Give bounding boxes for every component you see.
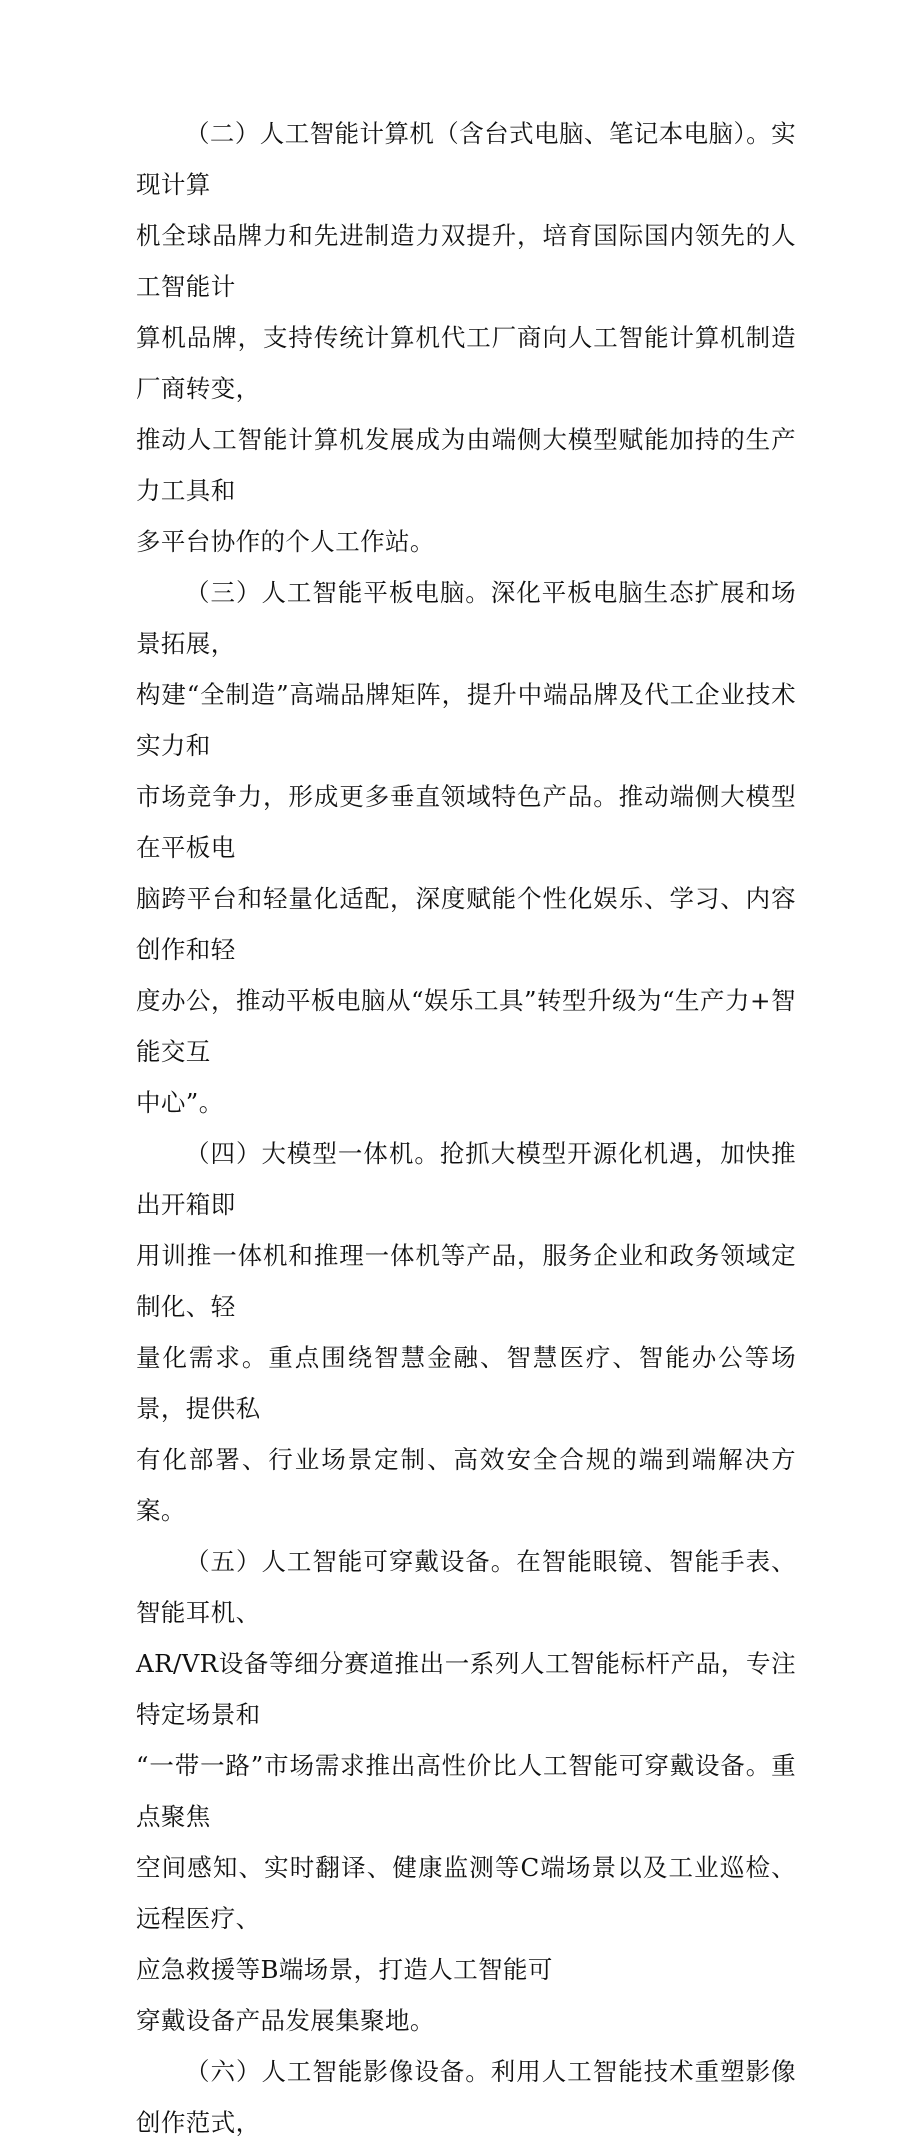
body-text <box>136 108 796 2148</box>
text-line: 穿戴设备产品发展集聚地。 <box>136 2006 435 2035</box>
text-line: 机全球品牌力和先进制造力双提升，培育国际国内领先的人工智能计 <box>136 221 796 301</box>
text-line: 市场竞争力，形成更多垂直领域特色产品。推动端侧大模型在平板电 <box>136 782 796 862</box>
text-line: 脑跨平台和轻量化适配，深度赋能个性化娱乐、学习、内容创作和轻 <box>136 884 796 964</box>
paragraph-ai-computer <box>136 108 796 567</box>
text-line: “一带一路”市场需求推出高性价比人工智能可穿戴设备。重点聚焦 <box>136 1751 796 1831</box>
text-line: 构建“全制造”高端品牌矩阵，提升中端品牌及代工企业技术实力和 <box>136 680 796 760</box>
text-line: （六）人工智能影像设备。利用人工智能技术重塑影像创作范式， <box>136 2057 796 2137</box>
text-line: 用训推一体机和推理一体机等产品，服务企业和政务领域定制化、轻 <box>136 1241 796 1321</box>
paragraph-ai-wearables <box>136 1536 796 2046</box>
text-line: 算机品牌，支持传统计算机代工厂商向人工智能计算机制造厂商转变， <box>136 323 796 403</box>
text-line: （五）人工智能可穿戴设备。在智能眼镜、智能手表、智能耳机、 <box>136 1547 796 1627</box>
text-line: 空间感知、实时翻译、健康监测等C端场景以及工业巡检、远程医疗、 <box>136 1853 796 1933</box>
paragraph-llm-all-in-one <box>136 1128 796 1536</box>
text-line: 应急救援等B端场景，打造人工智能可 <box>136 1955 553 1984</box>
paragraph-ai-tablet <box>136 567 796 1128</box>
text-line: 多平台协作的个人工作站。 <box>136 527 435 556</box>
text-line: （二）人工智能计算机（含台式电脑、笔记本电脑）。实现计算 <box>136 119 796 199</box>
text-line: AR/VR设备等细分赛道推出一系列人工智能标杆产品，专注特定场景和 <box>136 1649 796 1729</box>
text-line: （三）人工智能平板电脑。深化平板电脑生态扩展和场景拓展， <box>136 578 796 658</box>
text-line: 度办公，推动平板电脑从“娱乐工具”转型升级为“生产力+智能交互 <box>136 986 796 1066</box>
text-line: （四）大模型一体机。抢抓大模型开源化机遇，加快推出开箱即 <box>136 1139 796 1219</box>
text-line: 推动人工智能计算机发展成为由端侧大模型赋能加持的生产力工具和 <box>136 425 796 505</box>
text-line: 量化需求。重点围绕智慧金融、智慧医疗、智能办公等场景，提供私 <box>136 1343 796 1423</box>
text-line: 有化部署、行业场景定制、高效安全合规的端到端解决方案。 <box>136 1445 796 1525</box>
paragraph-ai-imaging <box>136 2046 796 2148</box>
text-line: 中心”。 <box>136 1088 224 1117</box>
